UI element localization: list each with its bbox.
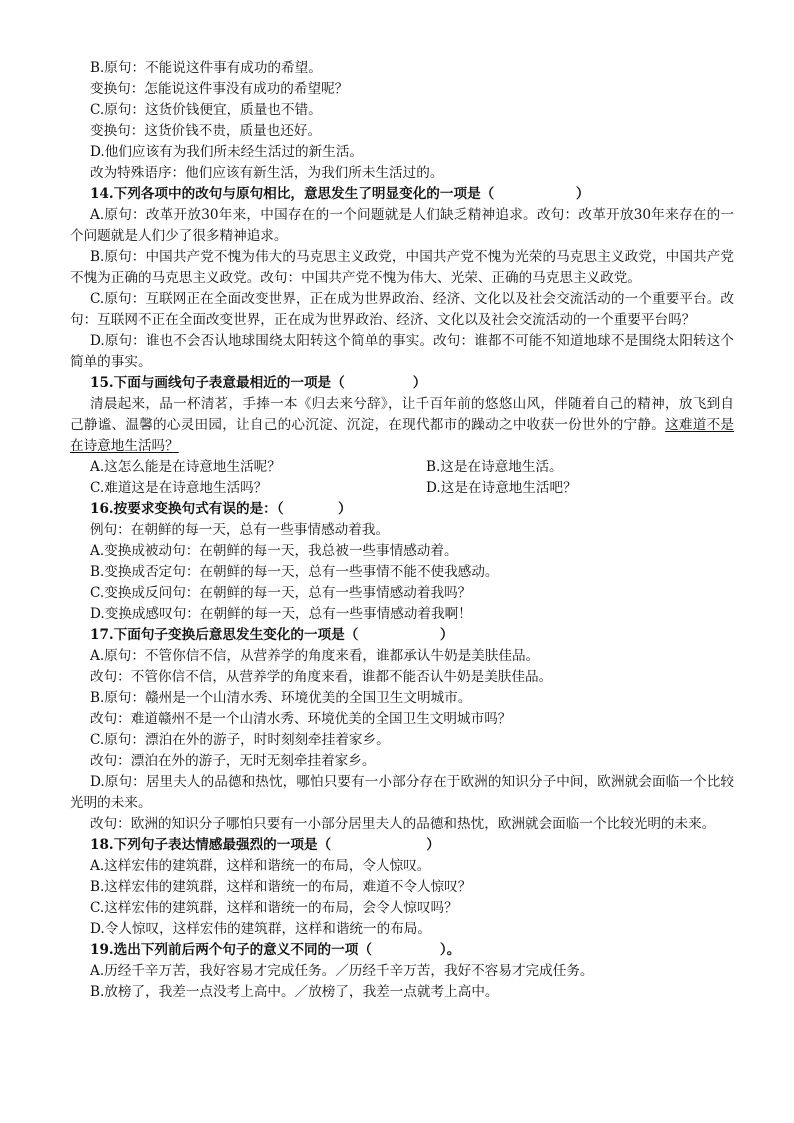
- question-15-options-row-2: [70, 478, 734, 499]
- underlined-sentence: 这难道不是在诗意地生活吗？: [70, 417, 735, 454]
- question-19-option-a: A.历经千辛万苦，我好容易才完成任务。／历经千辛万苦，我好不容易才完成任务。: [90, 963, 594, 979]
- prev-option-d-original: D.他们应该有为我们所未经生活过的新生活。: [90, 144, 364, 160]
- question-19-title: 19.选出下列前后两个句子的意义不同的一项（ ）。: [90, 942, 461, 958]
- question-17-title: 17.下面句子变换后意思发生变化的一项是（ ）: [90, 627, 454, 643]
- question-18-option-d: D.令人惊叹，这样宏伟的建筑群，这样和谐统一的布局。: [90, 921, 431, 937]
- question-17-option-a-changed: 改句：不管你信不信，从营养学的角度来看，谁都不能否认牛奶是美肤佳品。: [90, 669, 553, 685]
- question-14-option-d: D.原句：谁也不会否认地球围绕太阳转这个简单的事实。改句：谁都不可能不知道地球不是围绕太阳转这个简单的事实。: [70, 333, 734, 370]
- question-17-option-b-original: B.原句：赣州是一个山清水秀、环境优美的全国卫生文明城市。: [90, 690, 472, 706]
- question-19-option-b: B.放榜了，我差一点没考上高中。／放榜了，我差一点就考上高中。: [90, 984, 499, 1000]
- passage-text: 清晨起来，品一杯清茗，手捧一本《归去来兮辞》，让千百年前的悠悠山风，伴随着自己的精神，放飞到自己静谧、温馨的心灵田园，让自己的心沉淀、沉淀，在现代都市的躁动之中收获一份世外的宁静。: [70, 396, 734, 433]
- question-17-option-b-changed: 改句：难道赣州不是一个山清水秀、环境优美的全国卫生文明城市吗？: [90, 711, 512, 727]
- question-17-option-d-original: D.原句：居里夫人的品德和热忱，哪怕只要有一小部分存在于欧洲的知识分子中间，欧洲就会面临一个比较光明的未来。: [70, 774, 734, 811]
- question-18-option-b: B.这样宏伟的建筑群，这样和谐统一的布局，难道不令人惊叹？: [90, 879, 472, 895]
- question-18-option-c: C.这样宏伟的建筑群，这样和谐统一的布局，会令人惊叹吗？: [90, 900, 458, 916]
- question-16-title: 16.按要求变换句式有误的是：（ ）: [90, 501, 352, 517]
- question-14-option-b: B.原句：中国共产党不愧为伟大的马克思主义政党，中国共产党不愧为光荣的马克思主义政党，中国共产党不愧为正确的马克思主义政党。改句：中国共产党不愧为伟大、光荣、正确的马克思主义政党。: [70, 249, 734, 286]
- prev-option-b-changed: 变换句：怎能说这件事没有成功的希望呢？: [90, 81, 349, 97]
- question-15-option-c: C.难道这是在诗意地生活吗？: [90, 480, 268, 496]
- prev-option-b-original: B.原句：不能说这件事有成功的希望。: [90, 60, 322, 76]
- question-16-example: 例句：在朝鲜的每一天，总有一些事情感动着我。: [90, 522, 390, 538]
- question-15-option-d: D.这是在诗意地生活吧？: [426, 480, 577, 496]
- question-14-option-a: A.原句：改革开放30年来，中国存在的一个问题就是人们缺乏精神追求。改句：改革开放30年来存在的一个问题就是人们少了很多精神追求。: [70, 207, 734, 244]
- question-15-options-row-1: [70, 457, 734, 478]
- question-14-option-c: C.原句：互联网正在全面改变世界，正在成为世界政治、经济、文化以及社会交流活动的一个重要平台。改句：互联网不正在全面改变世界，正在成为世界政治、经济、文化以及社会交流活动的一个重要平台吗？: [70, 291, 734, 328]
- question-17-option-a-original: A.原句：不管你信不信，从营养学的角度来看，谁都承认牛奶是美肤佳品。: [90, 648, 540, 664]
- prev-option-c-original: C.原句：这货价钱便宜，质量也不错。: [90, 102, 322, 118]
- question-17-option-c-changed: 改句：漂泊在外的游子，无时无刻牵挂着家乡。: [90, 753, 376, 769]
- question-17-option-c-original: C.原句：漂泊在外的游子，时时刻刻牵挂着家乡。: [90, 732, 390, 748]
- question-15-title: 15.下面与画线句子表意最相近的一项是（ ）: [90, 375, 427, 391]
- question-16-option-c: C.变换成反问句：在朝鲜的每一天，总有一些事情感动着我吗？: [90, 585, 472, 601]
- question-17-option-d-changed: 改句：欧洲的知识分子哪怕只要有一小部分居里夫人的品德和热忱，欧洲就会面临一个比较光明的未来。: [90, 816, 716, 832]
- question-15-option-b: B.这是在诗意地生活。: [426, 459, 563, 475]
- question-16-option-d: D.变换成感叹句：在朝鲜的每一天，总有一些事情感动着我啊！: [90, 606, 472, 622]
- question-15-passage: [70, 394, 734, 457]
- prev-option-c-changed: 变换句：这货价钱不贵，质量也还好。: [90, 123, 322, 139]
- question-16-option-b: B.变换成否定句：在朝鲜的每一天，总有一些事情不能不使我感动。: [90, 564, 499, 580]
- question-18-title: 18.下列句子表达情感最强烈的一项是（ ）: [90, 837, 440, 853]
- prev-option-d-changed: 改为特殊语序：他们应该有新生活，为我们所未生活过的。: [90, 165, 444, 181]
- question-14-title: 14.下列各项中的改句与原句相比，意思发生了明显变化的一项是（ ）: [90, 186, 590, 202]
- question-15-option-a: A.这怎么能是在诗意地生活呢？: [90, 459, 281, 475]
- question-16-option-a: A.变换成被动句：在朝鲜的每一天，我总被一些事情感动着。: [90, 543, 458, 559]
- question-18-option-a: A.这样宏伟的建筑群，这样和谐统一的布局，令人惊叹。: [90, 858, 431, 874]
